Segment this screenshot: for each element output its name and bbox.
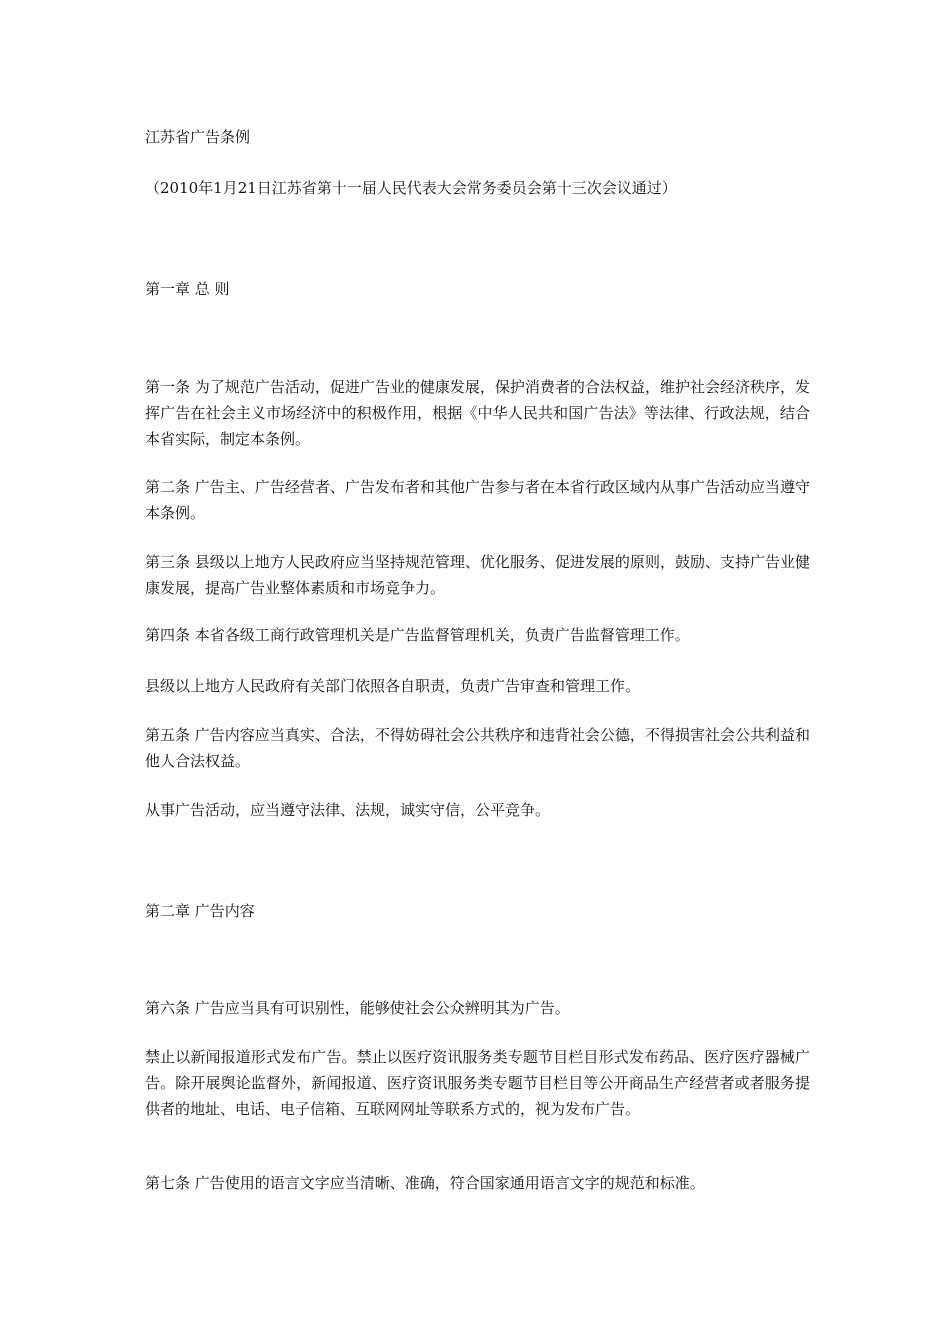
article-1: 第一条 为了规范广告活动，促进广告业的健康发展，保护消费者的合法权益，维护社会经济秩序，发挥广告在社会主义市场经济中的积极作用，根据《中华人民共和国广告法》等法律、行政法规，结合本省实际，制定本条例。 bbox=[145, 378, 810, 448]
article-4: 第四条 本省各级工商行政管理机关是广告监督管理机关，负责广告监督管理工作。 bbox=[145, 626, 690, 644]
article-3: 第三条 县级以上地方人民政府应当坚持规范管理、优化服务、促进发展的原则，鼓励、支持广告业健康发展，提高广告业整体素质和市场竞争力。 bbox=[145, 553, 810, 597]
article-7: 第七条 广告使用的语言文字应当清晰、准确，符合国家通用语言文字的规范和标准。 bbox=[145, 1174, 705, 1192]
article-2: 第二条 广告主、广告经营者、广告发布者和其他广告参与者在本省行政区域内从事广告活动应当遵守本条例。 bbox=[145, 478, 810, 522]
document-subtitle: （2010年1月21日江苏省第十一届人民代表大会常务委员会第十三次会议通过） bbox=[145, 179, 677, 197]
chapter-heading-1: 第一章 总 则 bbox=[145, 280, 230, 298]
document-title: 江苏省广告条例 bbox=[145, 128, 251, 146]
article-6-paragraph-2: 禁止以新闻报道形式发布广告。禁止以医疗资讯服务类专题节目栏目形式发布药品、医疗医疗器械广告。除开展舆论监督外，新闻报道、医疗资讯服务类专题节目栏目等公开商品生产经营者或者服务提供者的地址、电话、电子信箱、互联网网址等联系方式的，视为发布广告。 bbox=[145, 1048, 810, 1118]
chapter-heading-2: 第二章 广告内容 bbox=[145, 902, 255, 920]
article-5-paragraph-2: 从事广告活动，应当遵守法律、法规，诚实守信，公平竞争。 bbox=[145, 801, 551, 819]
article-5: 第五条 广告内容应当真实、合法，不得妨碍社会公共秩序和违背社会公德，不得损害社会公共利益和他人合法权益。 bbox=[145, 726, 810, 770]
article-4-paragraph-2: 县级以上地方人民政府有关部门依照各自职责，负责广告审查和管理工作。 bbox=[145, 677, 641, 695]
article-6: 第六条 广告应当具有可识别性，能够使社会公众辨明其为广告。 bbox=[145, 999, 570, 1017]
